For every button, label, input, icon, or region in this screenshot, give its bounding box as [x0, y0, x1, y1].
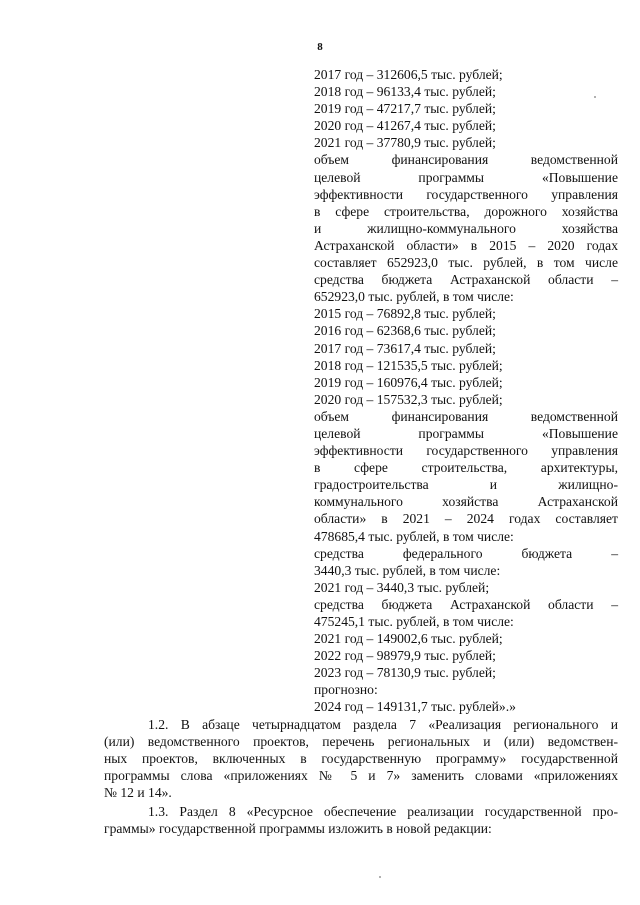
text-line: 475245,1 тыс. рублей, в том числе: — [314, 614, 514, 629]
funding-column — [314, 66, 618, 716]
text-line: в сфере строительства, дорожного хозяйства — [314, 203, 618, 219]
scan-speck — [594, 96, 596, 98]
text-line: 2015 год – 76892,8 тыс. рублей; — [314, 306, 496, 322]
text-line: 2019 год – 47217,7 тыс. рублей; — [314, 101, 496, 117]
text-line: 652923,0 тыс. рублей, в том числе: — [314, 289, 514, 305]
text-line: 2021 год – 37780,9 тыс. рублей; — [314, 135, 496, 151]
text-line: 2018 год – 96133,4 тыс. рублей; — [314, 84, 496, 100]
text-line: целевой программы «Повышение — [314, 169, 618, 185]
text-line: прогнозно: — [314, 682, 378, 698]
text-line: градостроительства и жилищно- — [314, 477, 618, 493]
text-line: эффективности государственного управления — [314, 186, 618, 202]
text-line: 2017 год – 73617,4 тыс. рублей; — [314, 340, 496, 356]
text-line: коммунального хозяйства Астраханской — [314, 494, 618, 510]
text-line: 2021 год – 149002,6 тыс. рублей; — [314, 631, 503, 647]
text-line: граммы» государственной программы изложить в новой редакции: — [104, 821, 492, 837]
text-line: эффективности государственного управления — [314, 443, 618, 459]
text-line: ных проектов, включенных в государственную программу» государственной — [104, 751, 618, 767]
text-line: 2019 год – 160976,4 тыс. рублей; — [314, 374, 503, 390]
text-line: № 12 и 14». — [104, 785, 172, 801]
text-line: и жилищно-коммунального хозяйства — [314, 220, 618, 236]
text-line: (или) ведомственного проектов, перечень региональных и (или) ведомствен- — [104, 734, 618, 750]
page-number: 8 — [317, 41, 323, 53]
text-line: области» в 2021 – 2024 годах составляет — [314, 511, 618, 527]
text-line: 2023 год – 78130,9 тыс. рублей; — [314, 665, 496, 681]
text-line: объем финансирования ведомственной — [314, 152, 618, 168]
text-line: 2018 год – 121535,5 тыс. рублей; — [314, 357, 503, 373]
text-line: Астраханской области» в 2015 – 2020 годах — [314, 237, 618, 253]
paragraph-1-3 — [104, 803, 618, 837]
text-line: 478685,4 тыс. рублей, в том числе: — [314, 528, 514, 544]
paragraph-1-2 — [104, 716, 618, 801]
text-line: в сфере строительства, архитектуры, — [314, 460, 618, 476]
text-line: объем финансирования ведомственной — [314, 408, 618, 424]
text-line: 2020 год – 41267,4 тыс. рублей; — [314, 118, 496, 134]
text-line: программы слова «приложениях № 5 и 7» заменить словами «приложениях — [104, 768, 618, 784]
text-line: 3440,3 тыс. рублей, в том числе: — [314, 562, 501, 578]
text-line: 1.2. В абзаце четырнадцатом раздела 7 «Реализация регионального и — [148, 717, 618, 732]
text-line: 2021 год – 3440,3 тыс. рублей; — [314, 579, 490, 595]
text-line: 2022 год – 98979,9 тыс. рублей; — [314, 648, 496, 664]
text-line: средства бюджета Астраханской области – — [314, 596, 618, 612]
scan-speck — [379, 876, 381, 878]
text-line: средства федерального бюджета – — [314, 545, 618, 561]
text-line: целевой программы «Повышение — [314, 425, 618, 441]
text-line: 1.3. Раздел 8 «Ресурсное обеспечение реализации государственной про- — [148, 804, 618, 819]
text-line: средства бюджета Астраханской области – — [314, 272, 618, 288]
text-line: 2016 год – 62368,6 тыс. рублей; — [314, 323, 496, 339]
text-line: 2024 год – 149131,7 тыс. рублей».» — [314, 699, 516, 715]
text-line: составляет 652923,0 тыс. рублей, в том числе — [314, 255, 618, 271]
text-line: 2020 год – 157532,3 тыс. рублей; — [314, 391, 503, 407]
text-line: 2017 год – 312606,5 тыс. рублей; — [314, 67, 503, 82]
